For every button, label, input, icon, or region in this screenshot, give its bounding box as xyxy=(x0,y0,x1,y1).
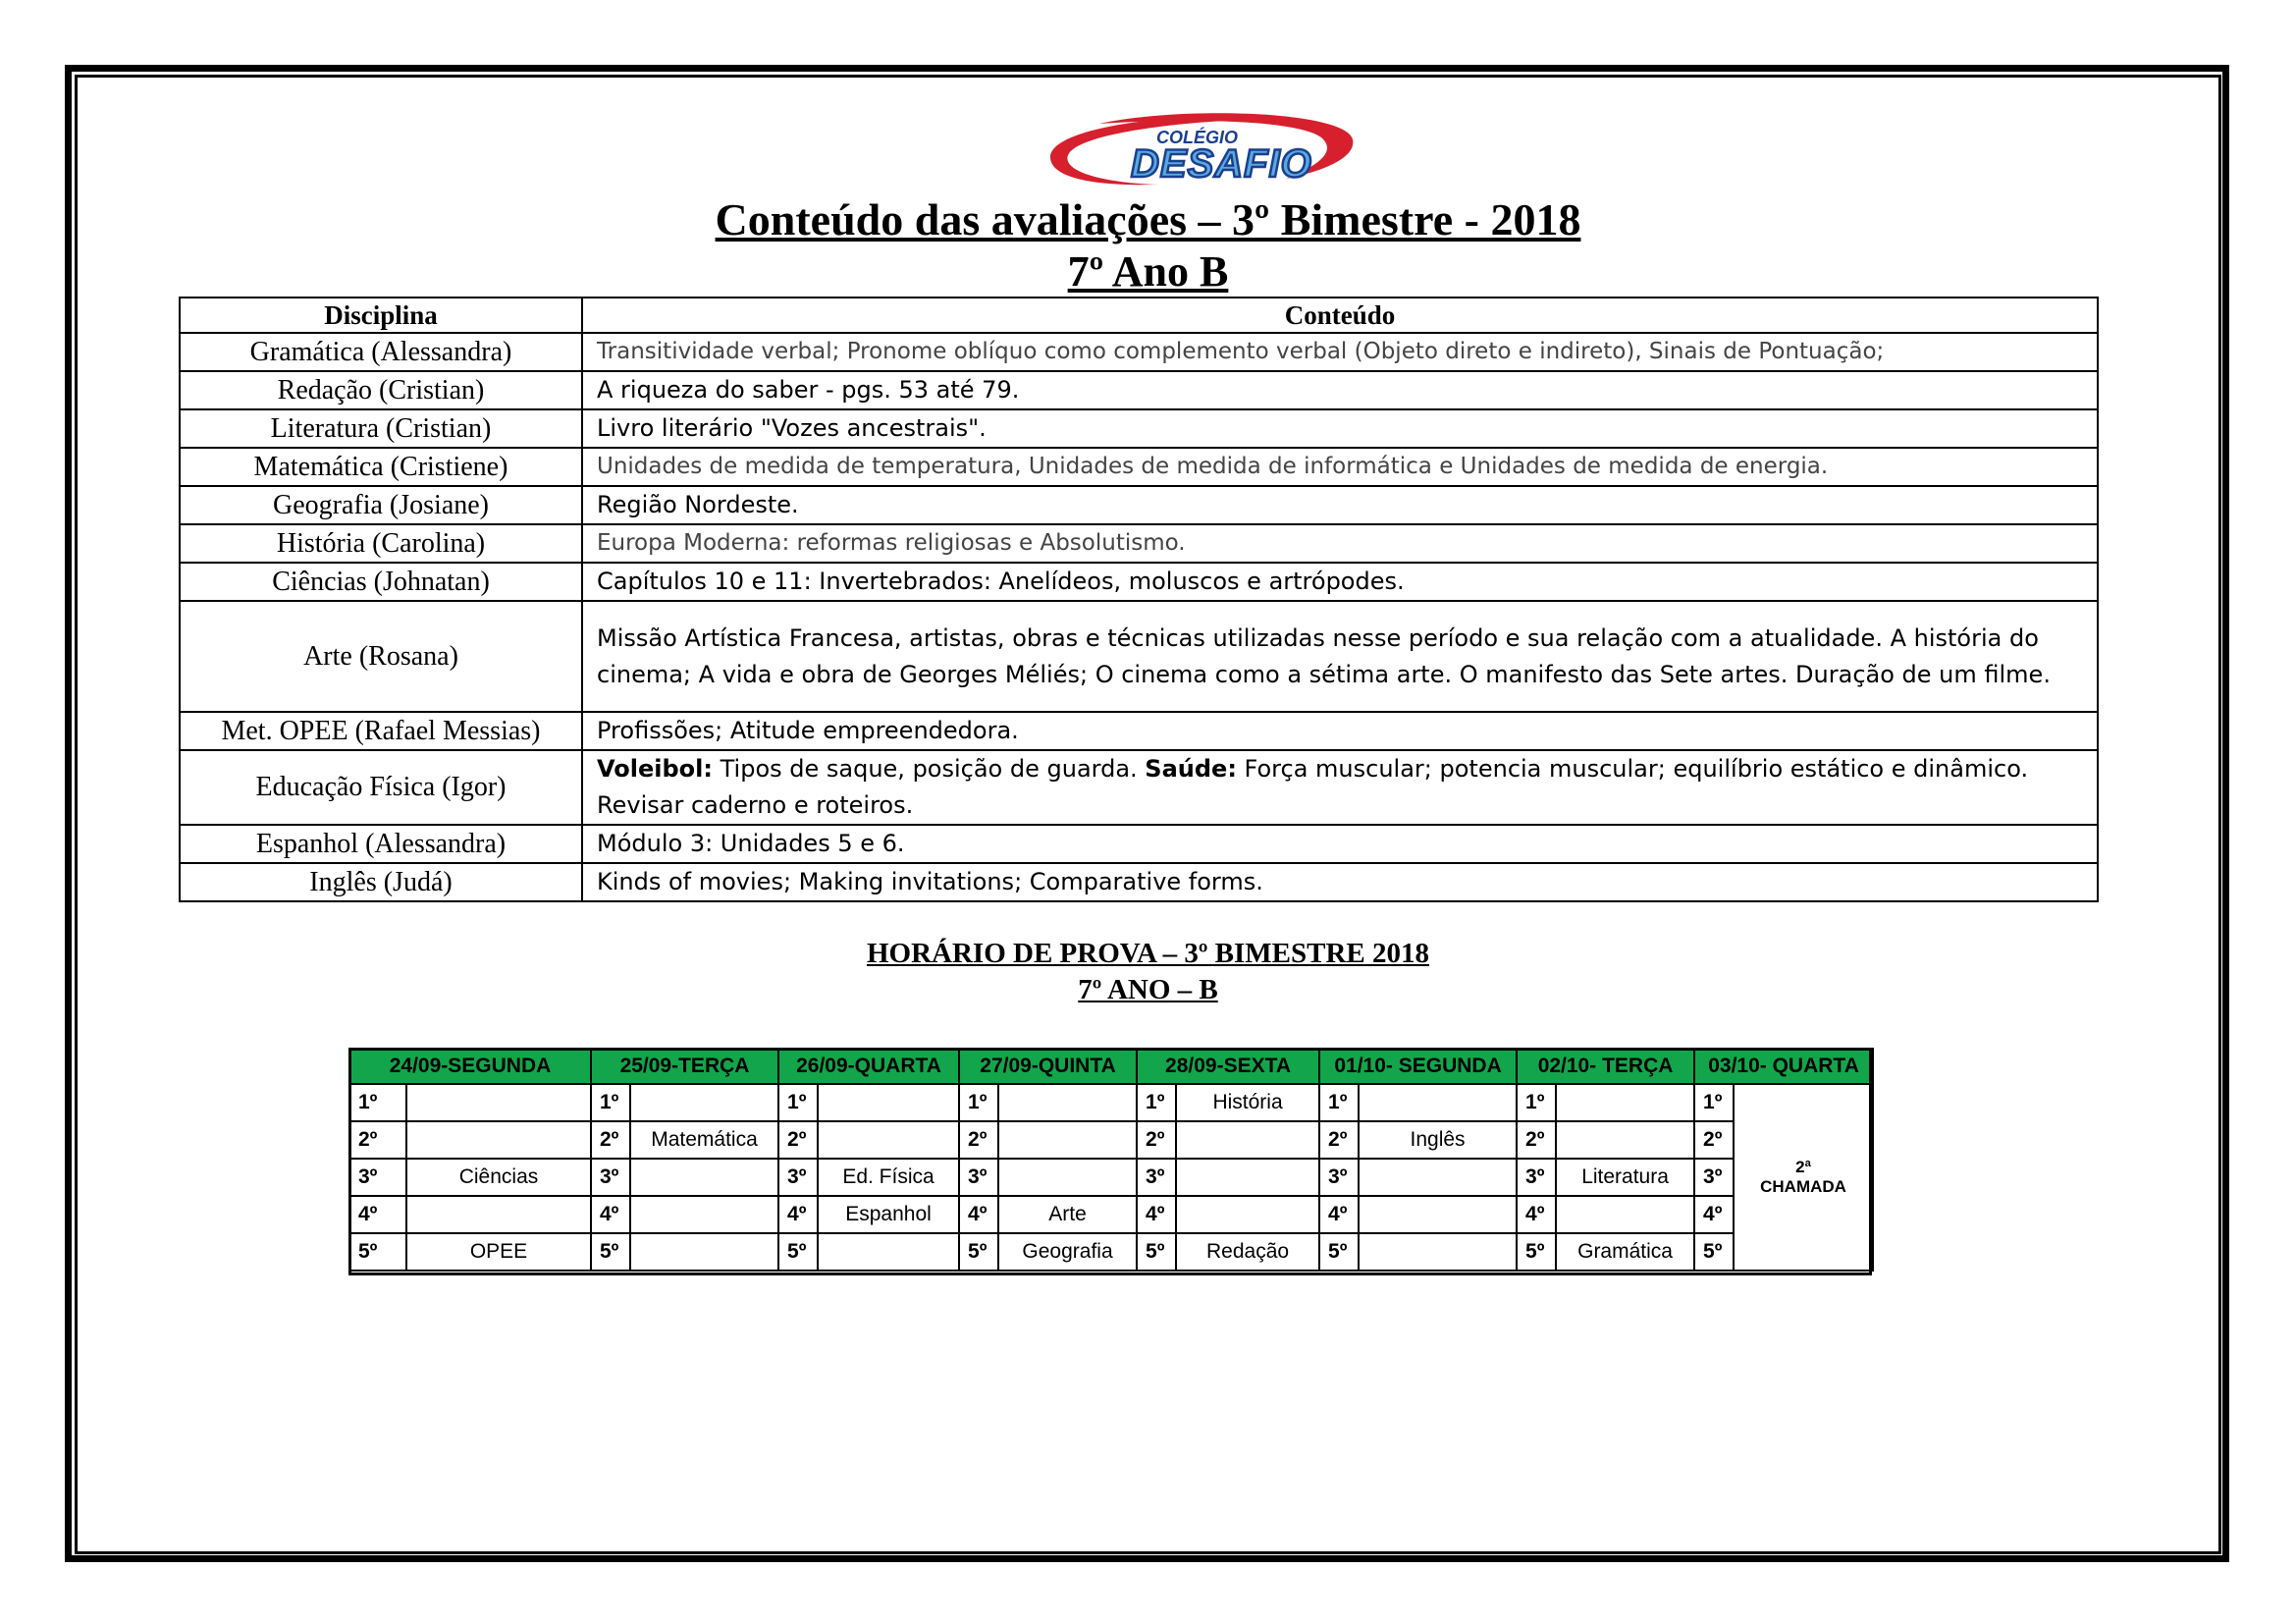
period-number: 4º xyxy=(1517,1196,1556,1233)
day-header: 25/09-TERÇA xyxy=(591,1049,778,1084)
exam-cell: Redação xyxy=(1176,1233,1319,1271)
exam-cell: Gramática xyxy=(1556,1233,1694,1271)
discipline-cell: Geografia (Josiane) xyxy=(180,486,582,524)
exam-cell xyxy=(1556,1196,1694,1233)
content-cell: Livro literário "Vozes ancestrais". xyxy=(582,409,2098,448)
period-number: 2º xyxy=(1517,1121,1556,1159)
exam-cell: Matemática xyxy=(630,1121,778,1159)
content-cell: Capítulos 10 e 11: Invertebrados: Anelídeos, moluscos e artrópodes. xyxy=(582,563,2098,601)
exam-cell xyxy=(1176,1196,1319,1233)
period-number: 5º xyxy=(778,1233,818,1271)
day-header: 28/09-SEXTA xyxy=(1137,1049,1319,1084)
discipline-cell: Arte (Rosana) xyxy=(180,601,582,712)
exam-cell xyxy=(1176,1121,1319,1159)
period-number: 3º xyxy=(1694,1159,1734,1196)
exam-cell xyxy=(630,1233,778,1271)
exam-cell xyxy=(406,1196,591,1233)
exam-cell xyxy=(1556,1084,1694,1121)
content-bold-saude: Saúde: xyxy=(1145,755,1237,783)
header-disciplina: Disciplina xyxy=(180,298,582,333)
period-number: 5º xyxy=(349,1233,406,1271)
exam-cell xyxy=(1359,1196,1517,1233)
table-row xyxy=(180,486,2098,524)
exam-cell xyxy=(630,1159,778,1196)
table-row xyxy=(180,409,2098,448)
content-table xyxy=(179,297,2099,902)
school-logo xyxy=(1041,106,1364,194)
period-number: 4º xyxy=(349,1196,406,1233)
content-cell: Missão Artística Francesa, artistas, obras e técnicas utilizadas nesse período e sua relação com a atualidade. A história do cinema; A vida e obra de Georges Méliés; O cinema como a sétima arte. O manifesto das Sete artes. Duração de um filme. xyxy=(582,601,2098,712)
content-cell xyxy=(582,750,2098,825)
exam-cell xyxy=(1359,1084,1517,1121)
period-number: 4º xyxy=(959,1196,998,1233)
page-title: Conteúdo das avaliações – 3º Bimestre - 2018 xyxy=(715,194,1581,244)
period-number: 2º xyxy=(778,1121,818,1159)
table-row xyxy=(180,712,2098,750)
content-text-part1: Tipos de saque, posição de guarda. xyxy=(712,755,1146,783)
table-row xyxy=(180,448,2098,486)
period-number: 3º xyxy=(349,1159,406,1196)
exam-cell xyxy=(406,1084,591,1121)
discipline-cell: Literatura (Cristian) xyxy=(180,409,582,448)
exam-cell: História xyxy=(1176,1084,1319,1121)
period-number: 1º xyxy=(1694,1084,1734,1121)
content-bold-voleibol: Voleibol: xyxy=(597,755,713,783)
period-number: 2º xyxy=(591,1121,630,1159)
discipline-cell: Educação Física (Igor) xyxy=(180,750,582,825)
exam-cell: Espanhol xyxy=(818,1196,959,1233)
table-row xyxy=(180,601,2098,712)
content-cell: Módulo 3: Unidades 5 e 6. xyxy=(582,825,2098,863)
discipline-cell: Matemática (Cristiene) xyxy=(180,448,582,486)
discipline-cell: Ciências (Johnatan) xyxy=(180,563,582,601)
schedule-table xyxy=(348,1048,1874,1272)
exam-cell xyxy=(406,1121,591,1159)
exam-cell xyxy=(1176,1159,1319,1196)
discipline-cell: Inglês (Judá) xyxy=(180,863,582,901)
period-number: 3º xyxy=(959,1159,998,1196)
schedule-subtitle: 7º ANO – B xyxy=(1078,974,1218,1005)
content-cell: Transitividade verbal; Pronome oblíquo como complemento verbal (Objeto direto e indireto), Sinais de Pontuação; xyxy=(582,333,2098,371)
period-number: 2º xyxy=(1319,1121,1359,1159)
content-cell: Profissões; Atitude empreendedora. xyxy=(582,712,2098,750)
exam-cell: Arte xyxy=(998,1196,1137,1233)
period-number: 5º xyxy=(1137,1233,1176,1271)
schedule-title: HORÁRIO DE PROVA – 3º BIMESTRE 2018 xyxy=(866,938,1429,969)
table-row xyxy=(180,825,2098,863)
day-header: 24/09-SEGUNDA xyxy=(349,1049,591,1084)
exam-cell xyxy=(818,1233,959,1271)
period-number: 2º xyxy=(1694,1121,1734,1159)
exam-cell xyxy=(630,1084,778,1121)
period-number: 1º xyxy=(778,1084,818,1121)
exam-cell xyxy=(818,1121,959,1159)
discipline-cell: Espanhol (Alessandra) xyxy=(180,825,582,863)
exam-cell xyxy=(630,1196,778,1233)
period-number: 4º xyxy=(1319,1196,1359,1233)
discipline-cell: Met. OPEE (Rafael Messias) xyxy=(180,712,582,750)
header-conteudo: Conteúdo xyxy=(582,298,2098,333)
period-number: 4º xyxy=(591,1196,630,1233)
exam-cell xyxy=(998,1084,1137,1121)
schedule-row xyxy=(349,1121,1873,1159)
exam-cell xyxy=(1556,1121,1694,1159)
exam-cell xyxy=(1359,1233,1517,1271)
day-header: 26/09-QUARTA xyxy=(778,1049,959,1084)
period-number: 4º xyxy=(1694,1196,1734,1233)
second-call-line2: CHAMADA xyxy=(1760,1177,1846,1196)
day-header: 03/10- QUARTA xyxy=(1694,1049,1873,1084)
period-number: 1º xyxy=(349,1084,406,1121)
page-subtitle: 7º Ano B xyxy=(1067,247,1229,296)
period-number: 5º xyxy=(591,1233,630,1271)
second-call-cell xyxy=(1734,1084,1873,1271)
period-number: 4º xyxy=(778,1196,818,1233)
exam-cell xyxy=(998,1121,1137,1159)
period-number: 3º xyxy=(1517,1159,1556,1196)
table-row xyxy=(180,750,2098,825)
period-number: 1º xyxy=(1517,1084,1556,1121)
period-number: 5º xyxy=(959,1233,998,1271)
day-header: 01/10- SEGUNDA xyxy=(1319,1049,1517,1084)
logo-top-text: COLÉGIO xyxy=(1156,128,1239,147)
period-number: 1º xyxy=(591,1084,630,1121)
period-number: 2º xyxy=(959,1121,998,1159)
period-number: 1º xyxy=(959,1084,998,1121)
period-number: 2º xyxy=(1137,1121,1176,1159)
table-row xyxy=(180,333,2098,371)
exam-cell: Inglês xyxy=(1359,1121,1517,1159)
table-row xyxy=(180,524,2098,563)
discipline-cell: Redação (Cristian) xyxy=(180,371,582,409)
table-row xyxy=(180,863,2098,901)
table-row xyxy=(180,563,2098,601)
period-number: 2º xyxy=(349,1121,406,1159)
content-cell: A riqueza do saber - pgs. 53 até 79. xyxy=(582,371,2098,409)
exam-cell xyxy=(818,1084,959,1121)
exam-cell: Ciências xyxy=(406,1159,591,1196)
exam-cell xyxy=(1359,1159,1517,1196)
second-call-line1: 2ª xyxy=(1795,1158,1811,1176)
exam-cell: Ed. Física xyxy=(818,1159,959,1196)
period-number: 4º xyxy=(1137,1196,1176,1233)
period-number: 3º xyxy=(591,1159,630,1196)
period-number: 5º xyxy=(1694,1233,1734,1271)
discipline-cell: Gramática (Alessandra) xyxy=(180,333,582,371)
period-number: 1º xyxy=(1137,1084,1176,1121)
day-header: 27/09-QUINTA xyxy=(959,1049,1137,1084)
period-number: 3º xyxy=(1137,1159,1176,1196)
schedule-row xyxy=(349,1196,1873,1233)
content-text-part2: Força muscular; potencia muscular; equilíbrio estático e dinâmico. Revisar caderno e roteiros. xyxy=(597,755,2029,819)
content-cell: Europa Moderna: reformas religiosas e Absolutismo. xyxy=(582,524,2098,563)
logo-main-text: DESAFIO xyxy=(1131,142,1312,186)
content-cell: Kinds of movies; Making invitations; Comparative forms. xyxy=(582,863,2098,901)
exam-cell: OPEE xyxy=(406,1233,591,1271)
content-cell: Unidades de medida de temperatura, Unidades de medida de informática e Unidades de medida de energia. xyxy=(582,448,2098,486)
discipline-cell: História (Carolina) xyxy=(180,524,582,563)
schedule-row xyxy=(349,1233,1873,1271)
exam-cell: Literatura xyxy=(1556,1159,1694,1196)
schedule-row xyxy=(349,1084,1873,1121)
schedule-row xyxy=(349,1159,1873,1196)
period-number: 5º xyxy=(1319,1233,1359,1271)
exam-cell: Geografia xyxy=(998,1233,1137,1271)
day-header: 02/10- TERÇA xyxy=(1517,1049,1694,1084)
exam-cell xyxy=(998,1159,1137,1196)
content-cell: Região Nordeste. xyxy=(582,486,2098,524)
period-number: 5º xyxy=(1517,1233,1556,1271)
table-row xyxy=(180,371,2098,409)
period-number: 1º xyxy=(1319,1084,1359,1121)
period-number: 3º xyxy=(1319,1159,1359,1196)
period-number: 3º xyxy=(778,1159,818,1196)
